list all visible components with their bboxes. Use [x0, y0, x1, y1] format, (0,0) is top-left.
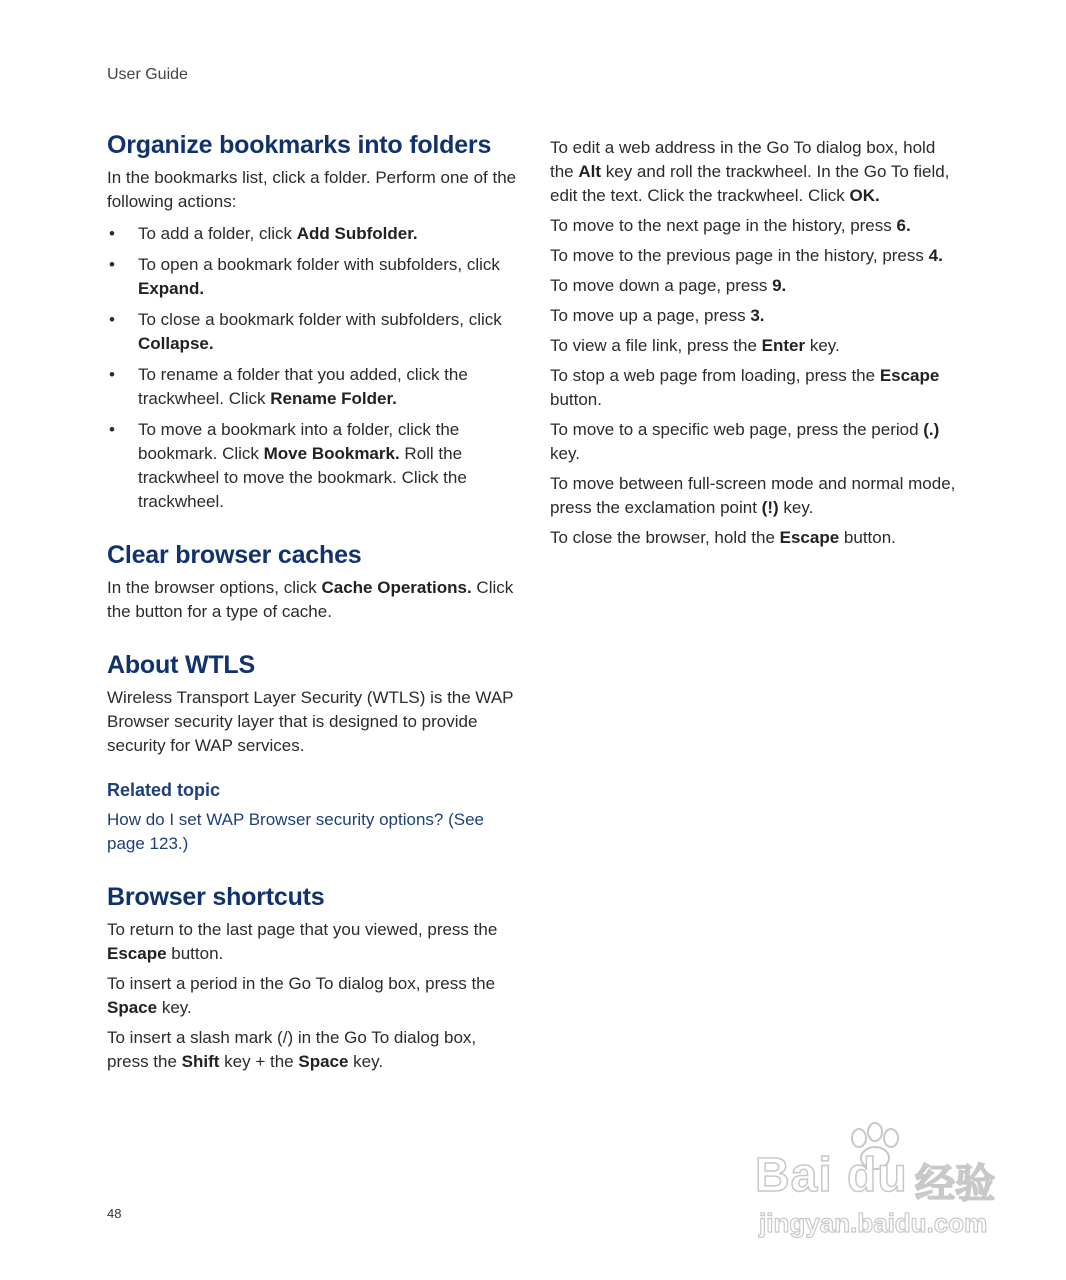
heading-clear-caches: Clear browser caches	[107, 541, 362, 569]
bullet-icon: •	[109, 255, 115, 274]
bullet-icon: •	[109, 310, 115, 329]
section-about-wtls	[107, 650, 517, 856]
caches-body: In the browser options, click Cache Operations. Click the button for a type of cache.	[107, 578, 514, 621]
shortcut-item: To move to the next page in the history, press 6.	[550, 216, 911, 235]
shortcut-item: To return to the last page that you viewed, press the Escape button.	[107, 920, 498, 963]
related-topic-heading: Related topic	[107, 780, 221, 800]
section-clear-caches	[107, 540, 517, 624]
related-topic-link[interactable]: How do I set WAP Browser security options? (See page 123.)	[107, 810, 484, 853]
shortcut-item: To view a file link, press the Enter key.	[550, 336, 840, 355]
shortcut-item: To edit a web address in the Go To dialog box, hold the Alt key and roll the trackwheel. In the Go To field, edit the text. Click the trackwheel. Click OK.	[550, 138, 950, 205]
baidu-watermark	[755, 1122, 1005, 1242]
heading-organize-bookmarks: Organize bookmarks into folders	[107, 131, 492, 159]
shortcut-item: To stop a web page from loading, press the Escape button.	[550, 366, 940, 409]
heading-about-wtls: About WTLS	[107, 651, 255, 679]
right-column	[550, 136, 960, 556]
shortcut-item: To move up a page, press 3.	[550, 306, 765, 325]
list-item: • To open a bookmark folder with subfolders, click Expand.	[109, 255, 500, 298]
left-column	[107, 130, 517, 1100]
bullet-icon: •	[109, 365, 115, 384]
watermark-cn-text: 经验	[915, 1162, 995, 1206]
list-item: • To close a bookmark folder with subfolders, click Collapse.	[109, 310, 502, 353]
list-item: • To move a bookmark into a folder, click the bookmark. Click Move Bookmark. Roll the trackwheel to move the bookmark. Click the trackwheel.	[109, 420, 467, 511]
list-item: • To add a folder, click Add Subfolder.	[107, 222, 517, 246]
watermark-url: jingyan.baidu.com	[759, 1208, 988, 1238]
bullet-icon: •	[109, 420, 115, 439]
shortcut-item: To insert a slash mark (/) in the Go To dialog box, press the Shift key + the Space key.	[107, 1028, 477, 1071]
bullet-icon: •	[109, 224, 115, 243]
section-browser-shortcuts	[107, 882, 517, 1074]
list-item: • To rename a folder that you added, click the trackwheel. Click Rename Folder.	[109, 365, 468, 408]
section-organize-bookmarks	[107, 130, 517, 514]
wtls-body: Wireless Transport Layer Security (WTLS) is the WAP Browser security layer that is designed to provide security for WAP services.	[107, 688, 514, 755]
shortcut-item: To close the browser, hold the Escape button.	[550, 528, 896, 547]
shortcut-item: To move down a page, press 9.	[550, 276, 787, 295]
shortcut-item: To move to the previous page in the history, press 4.	[550, 246, 943, 265]
shortcut-item: To insert a period in the Go To dialog box, press the Space key.	[107, 974, 496, 1017]
organize-intro: In the bookmarks list, click a folder. Perform one of the following actions:	[107, 168, 517, 211]
running-header: User Guide	[107, 66, 188, 83]
page-number: 48	[107, 1206, 122, 1221]
heading-browser-shortcuts: Browser shortcuts	[107, 883, 325, 911]
organize-bullet-list	[107, 222, 517, 514]
shortcut-item: To move between full-screen mode and normal mode, press the exclamation point (!) key.	[550, 474, 956, 517]
watermark-logo-text: Bai du	[755, 1149, 908, 1202]
shortcut-item: To move to a specific web page, press the period (.) key.	[550, 420, 940, 463]
